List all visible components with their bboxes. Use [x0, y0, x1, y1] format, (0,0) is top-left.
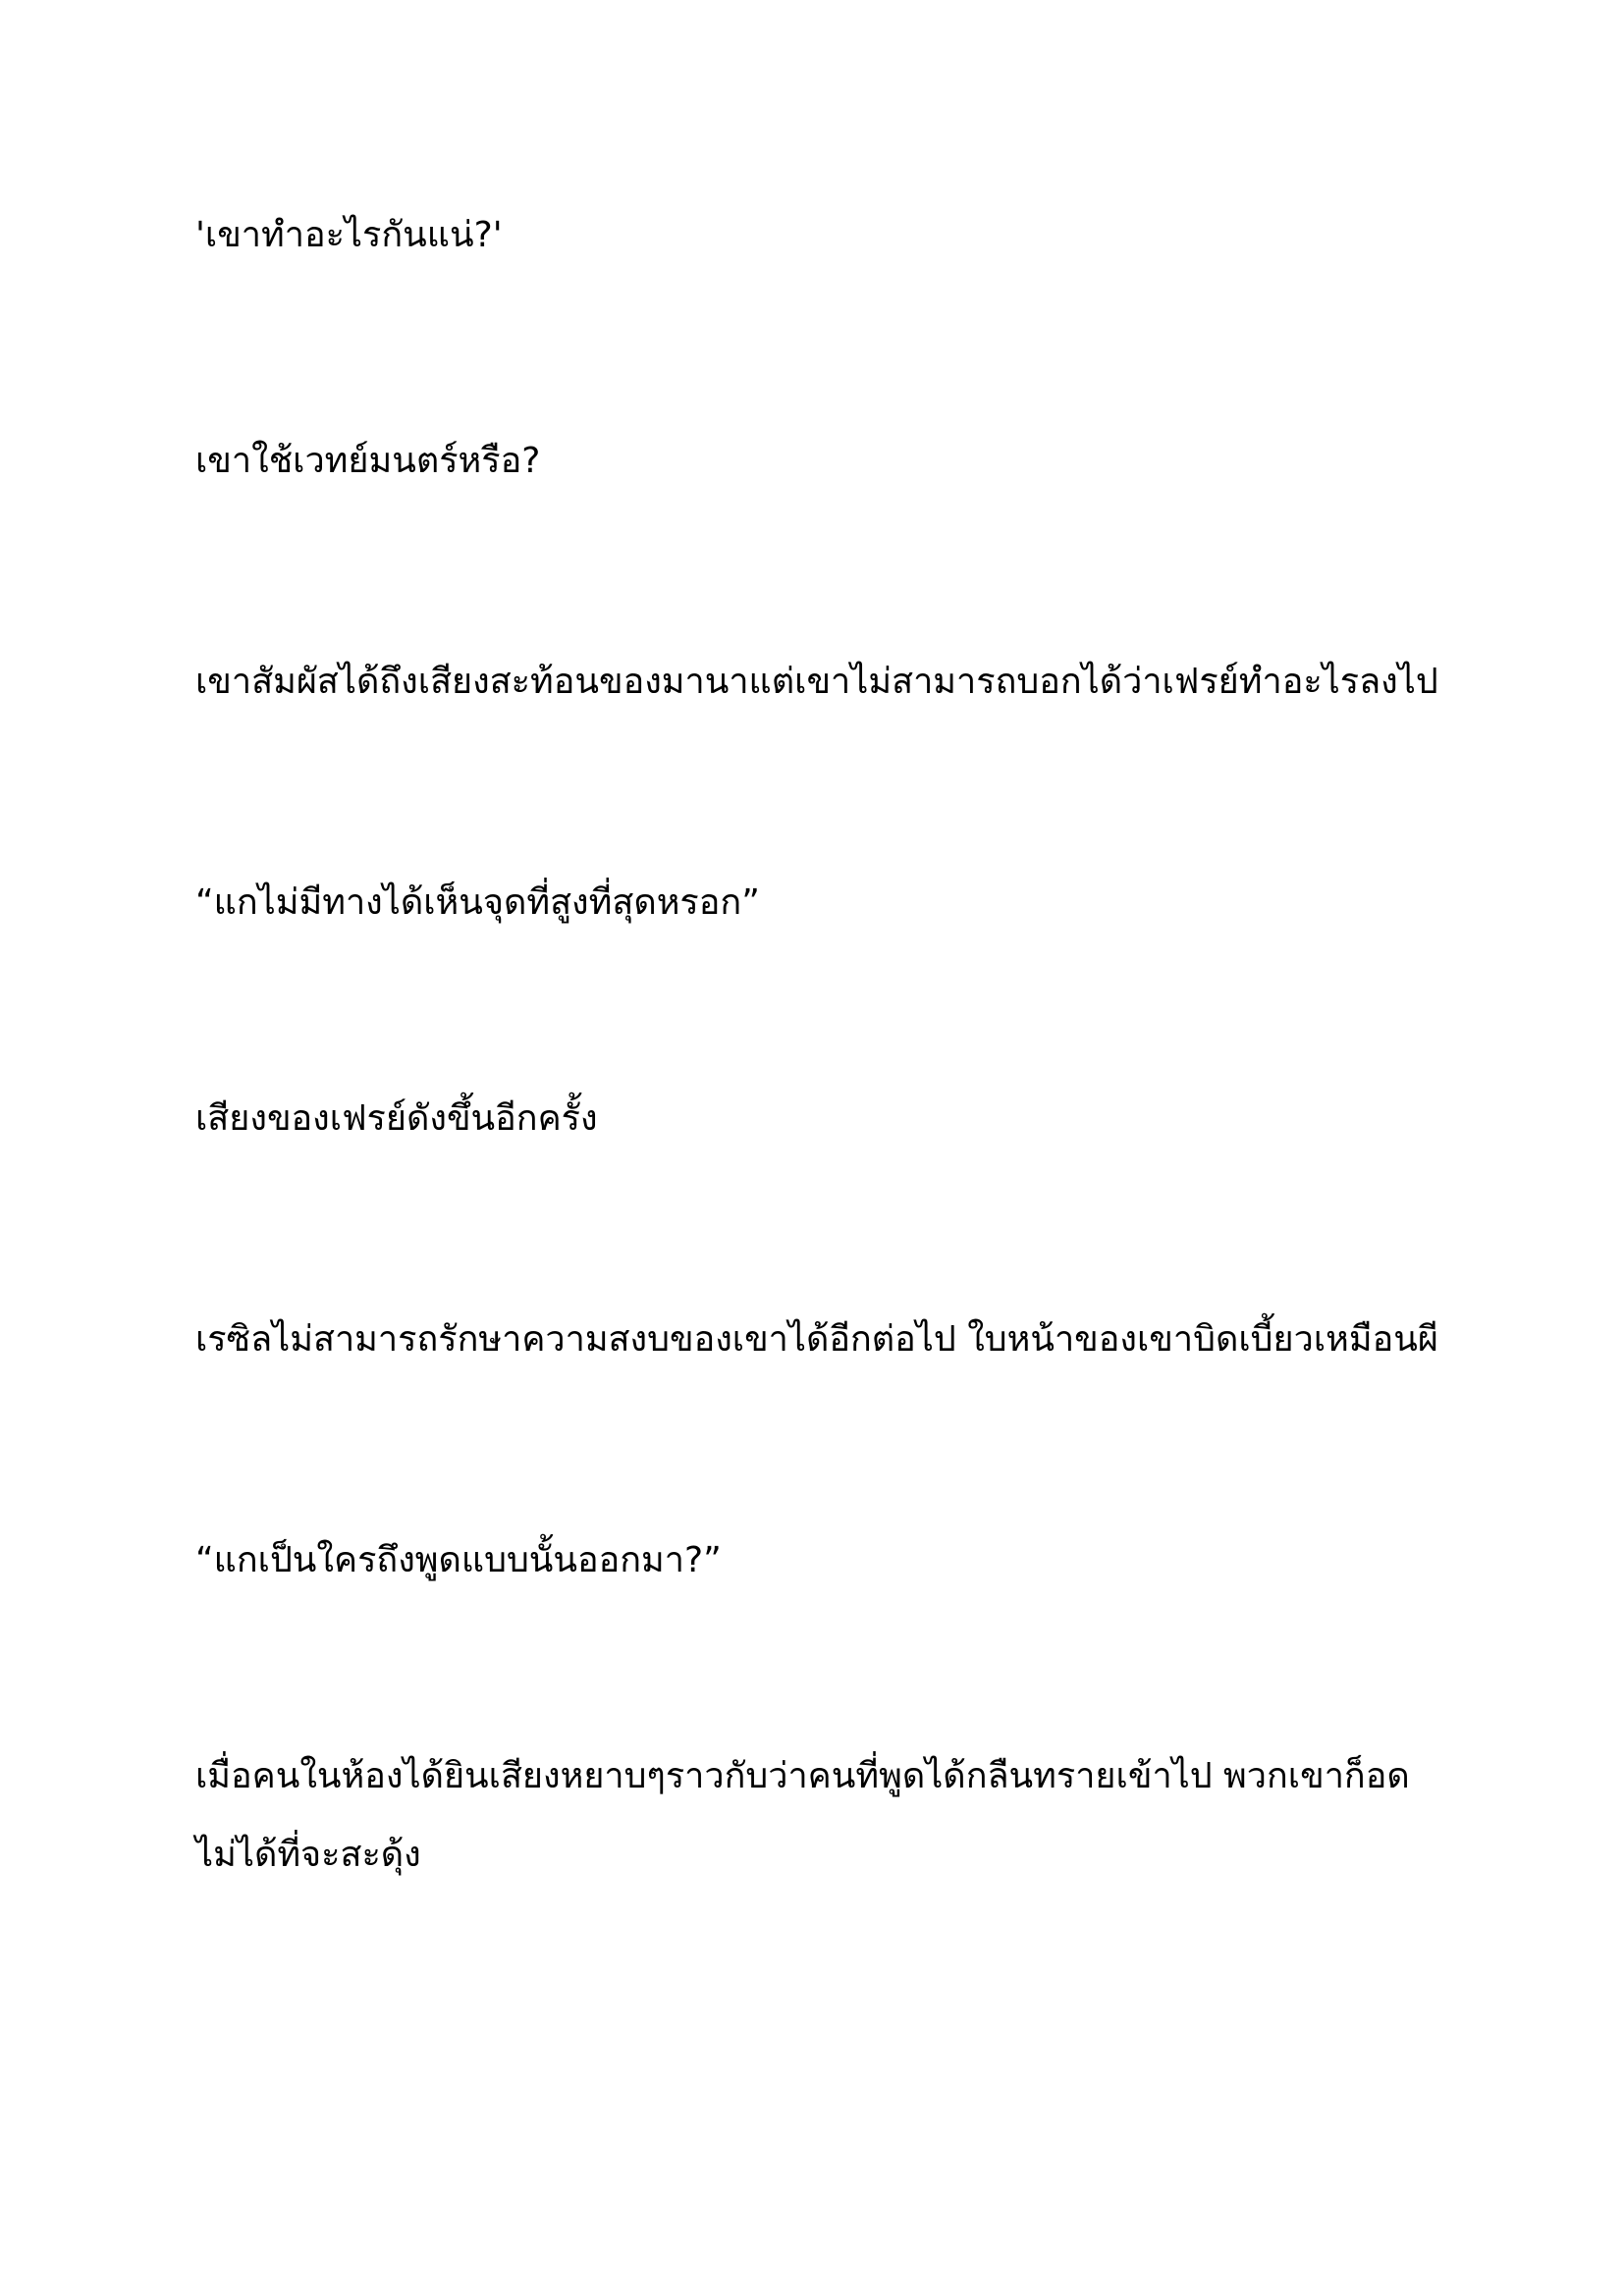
- paragraph-3: เขาสัมผัสได้ถึงเสียงสะท้อนของมานาแต่เขาไม่สามารถบอกได้ว่าเฟรย์ทำอะไรลงไป: [195, 662, 1438, 702]
- paragraph-2: เขาใช้เวทย์มนตร์หรือ?: [195, 441, 541, 481]
- paragraph-6: เรซิลไม่สามารถรักษาความสงบของเขาได้อีกต่อไป ใบหน้าของเขาบิดเบี้ยวเหมือนผี: [195, 1319, 1438, 1360]
- paragraph-8: เมื่อคนในห้องได้ยินเสียงหยาบๆราวกับว่าคนที่พูดได้กลืนทรายเข้าไป พวกเขาก็อดไม่ได้ที่จะสะดุ้ง: [195, 1756, 1410, 1875]
- paragraph-5: เสียงของเฟรย์ดังขึ้นอีกครั้ง: [195, 1098, 598, 1139]
- paragraph-7: “แกเป็นใครถึงพูดแบบนั้นออกมา?”: [195, 1540, 722, 1580]
- paragraph-4: “แกไม่มีทางได้เห็นจุดที่สูงที่สุดหรอก”: [195, 882, 760, 923]
- paragraph-1: 'เขาทำอะไรกันแน่?': [195, 215, 503, 255]
